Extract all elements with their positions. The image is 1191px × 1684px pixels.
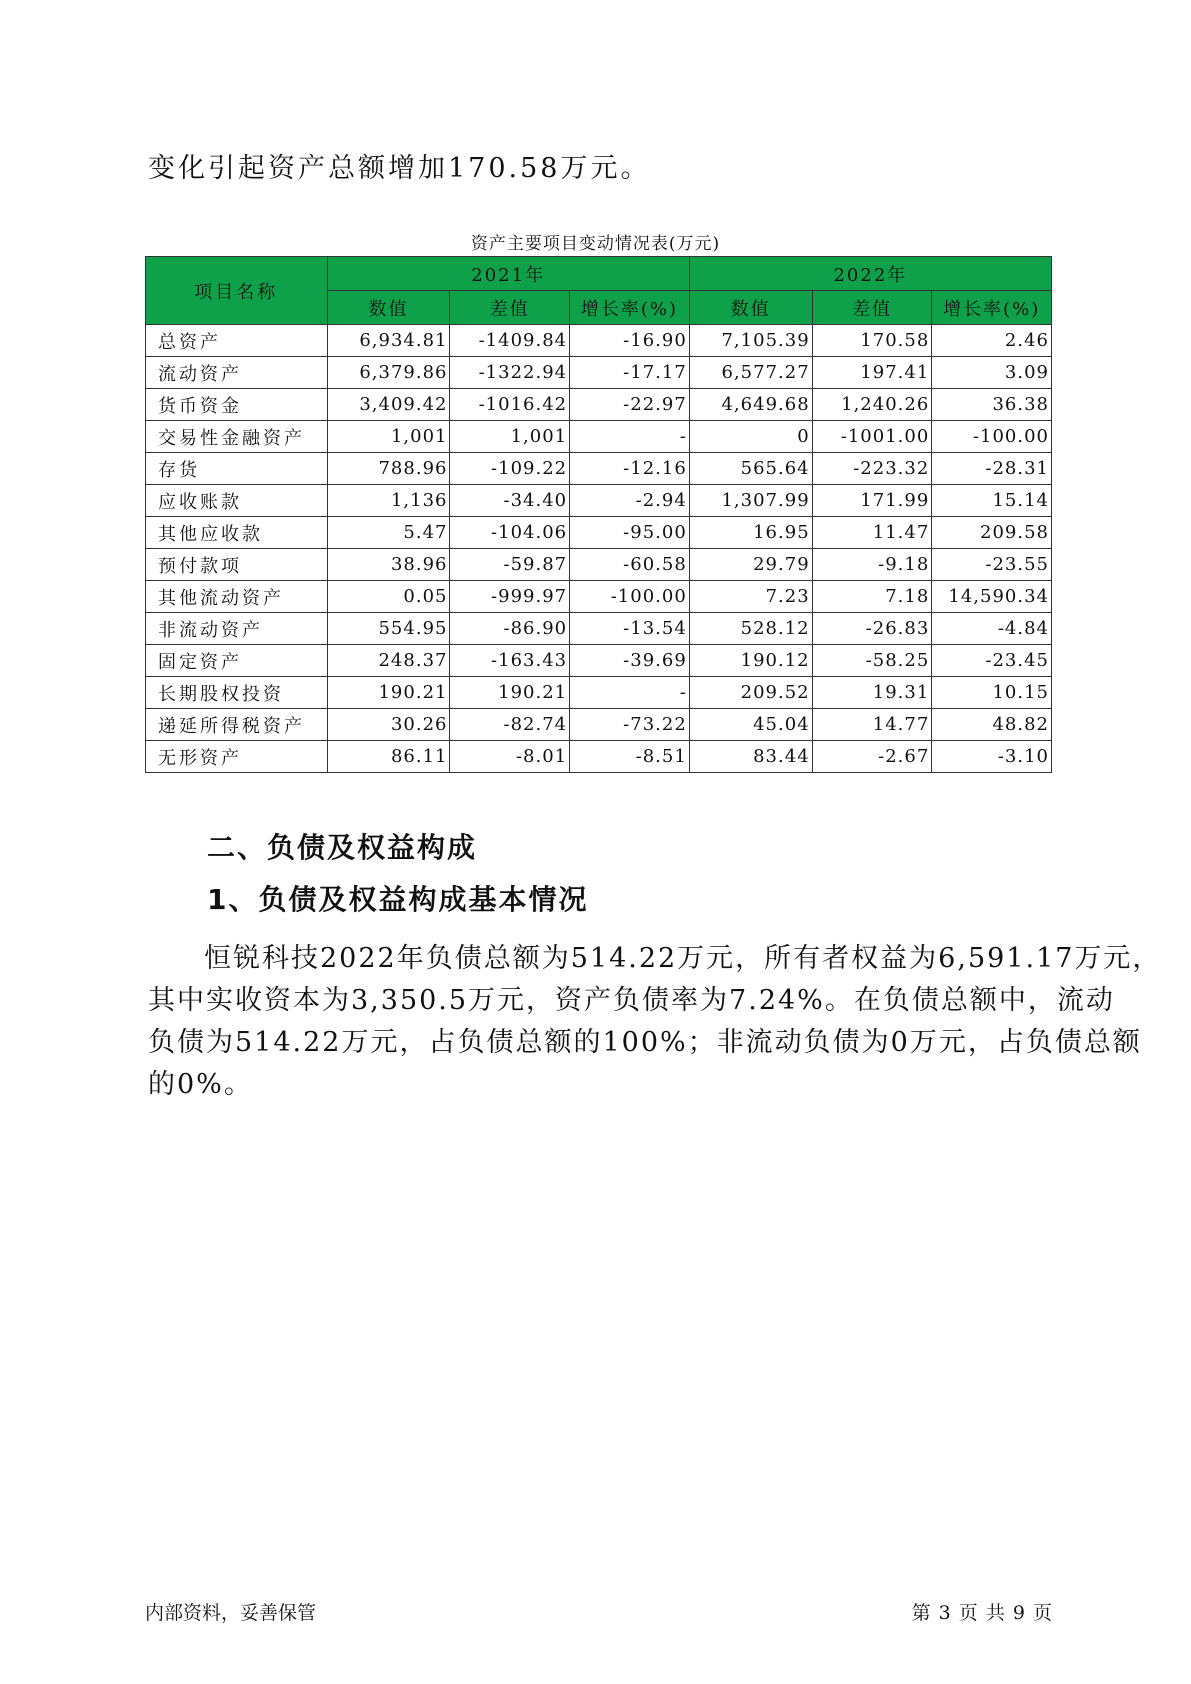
intro-text: 变化引起资产总额增加170.58万元。	[148, 153, 651, 184]
table-cell: -109.22	[450, 453, 570, 485]
table-cell: 7.23	[689, 581, 812, 613]
table-row	[146, 677, 1052, 709]
table-cell: 788.96	[327, 453, 450, 485]
table-cell: 86.11	[327, 741, 450, 773]
table-cell: -58.25	[812, 645, 932, 677]
table-cell: -104.06	[450, 517, 570, 549]
table-cell: 45.04	[689, 709, 812, 741]
row-item-name: 预付款项	[146, 549, 328, 581]
year-header-2021: 2021年	[327, 257, 689, 291]
table-cell: 248.37	[327, 645, 450, 677]
table-cell: -9.18	[812, 549, 932, 581]
row-item-name: 固定资产	[146, 645, 328, 677]
table-cell: -59.87	[450, 549, 570, 581]
table-cell: 6,934.81	[327, 325, 450, 357]
table-row	[146, 389, 1052, 421]
paragraph-line: 其中实收资本为3,350.5万元，资产负债率为7.24%。在负债总额中，流动	[148, 985, 1115, 1016]
table-cell: 171.99	[812, 485, 932, 517]
row-item-name: 其他流动资产	[146, 581, 328, 613]
table-cell: -100.00	[570, 581, 690, 613]
table-cell: -34.40	[450, 485, 570, 517]
table-cell: 14.77	[812, 709, 932, 741]
table-cell: -60.58	[570, 549, 690, 581]
table-cell: -22.97	[570, 389, 690, 421]
table-cell: 36.38	[932, 389, 1052, 421]
column-header-item-name: 项目名称	[146, 257, 328, 325]
sub-header-value-2022: 数值	[689, 291, 812, 325]
paragraph-line: 的0%。	[148, 1069, 253, 1100]
table-cell: 1,307.99	[689, 485, 812, 517]
table-cell: 1,001	[450, 421, 570, 453]
table-cell: -3.10	[932, 741, 1052, 773]
table-cell: 14,590.34	[932, 581, 1052, 613]
table-cell: -4.84	[932, 613, 1052, 645]
sub-header-diff-2021: 差值	[450, 291, 570, 325]
table-cell: 2.46	[932, 325, 1052, 357]
paragraph-line: 恒锐科技2022年负债总额为514.22万元，所有者权益为6,591.17万元，	[204, 943, 1162, 974]
year-header-2022: 2022年	[689, 257, 1051, 291]
table-row	[146, 357, 1052, 389]
table-cell: 3.09	[932, 357, 1052, 389]
table-row	[146, 325, 1052, 357]
table-row	[146, 421, 1052, 453]
sub-header-value-2021: 数值	[327, 291, 450, 325]
table-cell: -82.74	[450, 709, 570, 741]
table-cell: 3,409.42	[327, 389, 450, 421]
table-cell: -8.01	[450, 741, 570, 773]
table-cell: -999.97	[450, 581, 570, 613]
table-cell: 15.14	[932, 485, 1052, 517]
table-cell: 11.47	[812, 517, 932, 549]
table-cell: -12.16	[570, 453, 690, 485]
row-item-name: 存货	[146, 453, 328, 485]
paragraph-line: 负债为514.22万元，占负债总额的100%；非流动负债为0万元，占负债总额	[148, 1027, 1142, 1058]
sub-header-growth-2022: 增长率(%)	[932, 291, 1052, 325]
table-cell: -	[570, 677, 690, 709]
table-cell: 190.21	[450, 677, 570, 709]
table-body	[146, 325, 1052, 773]
table-cell: -1322.94	[450, 357, 570, 389]
table-row	[146, 741, 1052, 773]
table-cell: 4,649.68	[689, 389, 812, 421]
table-caption: 资产主要项目变动情况表(万元)	[470, 234, 721, 254]
table-cell: -73.22	[570, 709, 690, 741]
row-item-name: 流动资产	[146, 357, 328, 389]
table-cell: -	[570, 421, 690, 453]
table-cell: -100.00	[932, 421, 1052, 453]
row-item-name: 总资产	[146, 325, 328, 357]
table-cell: -2.94	[570, 485, 690, 517]
table-cell: -1409.84	[450, 325, 570, 357]
table-row	[146, 645, 1052, 677]
table-cell: -16.90	[570, 325, 690, 357]
sub-header-growth-2021: 增长率(%)	[570, 291, 690, 325]
table-row	[146, 613, 1052, 645]
table-cell: 5.47	[327, 517, 450, 549]
table-cell: 1,240.26	[812, 389, 932, 421]
table-cell: -2.67	[812, 741, 932, 773]
table-cell: 6,379.86	[327, 357, 450, 389]
table-cell: -86.90	[450, 613, 570, 645]
sub-header-diff-2022: 差值	[812, 291, 932, 325]
table-cell: 1,001	[327, 421, 450, 453]
row-item-name: 应收账款	[146, 485, 328, 517]
table-cell: -23.45	[932, 645, 1052, 677]
table-row	[146, 453, 1052, 485]
table-cell: 554.95	[327, 613, 450, 645]
table-cell: -1016.42	[450, 389, 570, 421]
table-cell: 190.12	[689, 645, 812, 677]
table-cell: -26.83	[812, 613, 932, 645]
table-cell: 16.95	[689, 517, 812, 549]
table-cell: 1,136	[327, 485, 450, 517]
table-cell: 209.52	[689, 677, 812, 709]
table-cell: 565.64	[689, 453, 812, 485]
section-heading: 二、负债及权益构成	[207, 831, 478, 864]
table-cell: 30.26	[327, 709, 450, 741]
table-cell: 48.82	[932, 709, 1052, 741]
table-cell: 170.58	[812, 325, 932, 357]
table-row	[146, 709, 1052, 741]
table-cell: 6,577.27	[689, 357, 812, 389]
table-row	[146, 549, 1052, 581]
footer-page-number: 第 3 页 共 9 页	[911, 1602, 1053, 1624]
row-item-name: 非流动资产	[146, 613, 328, 645]
row-item-name: 长期股权投资	[146, 677, 328, 709]
liability-equity-paragraph	[148, 938, 1162, 1106]
row-item-name: 交易性金融资产	[146, 421, 328, 453]
table-row	[146, 485, 1052, 517]
table-cell: -28.31	[932, 453, 1052, 485]
table-cell: -8.51	[570, 741, 690, 773]
row-item-name: 递延所得税资产	[146, 709, 328, 741]
subsection-heading: 1、负债及权益构成基本情况	[207, 883, 589, 916]
table-cell: -13.54	[570, 613, 690, 645]
table-cell: 197.41	[812, 357, 932, 389]
table-cell: 190.21	[327, 677, 450, 709]
table-row	[146, 581, 1052, 613]
row-item-name: 无形资产	[146, 741, 328, 773]
table-cell: 38.96	[327, 549, 450, 581]
table-cell: 83.44	[689, 741, 812, 773]
table-cell: -95.00	[570, 517, 690, 549]
table-cell: 0.05	[327, 581, 450, 613]
asset-change-table	[145, 256, 1052, 773]
table-cell: -23.55	[932, 549, 1052, 581]
table-cell: 528.12	[689, 613, 812, 645]
table-row	[146, 517, 1052, 549]
table-cell: -1001.00	[812, 421, 932, 453]
table-cell: 19.31	[812, 677, 932, 709]
table-cell: 209.58	[932, 517, 1052, 549]
row-item-name: 货币资金	[146, 389, 328, 421]
table-cell: 0	[689, 421, 812, 453]
footer-confidential-note: 内部资料，妥善保管	[145, 1602, 317, 1624]
table-cell: 7.18	[812, 581, 932, 613]
table-cell: -39.69	[570, 645, 690, 677]
table-cell: -17.17	[570, 357, 690, 389]
table-cell: -223.32	[812, 453, 932, 485]
row-item-name: 其他应收款	[146, 517, 328, 549]
table-cell: 10.15	[932, 677, 1052, 709]
table-cell: -163.43	[450, 645, 570, 677]
table-cell: 29.79	[689, 549, 812, 581]
table-cell: 7,105.39	[689, 325, 812, 357]
